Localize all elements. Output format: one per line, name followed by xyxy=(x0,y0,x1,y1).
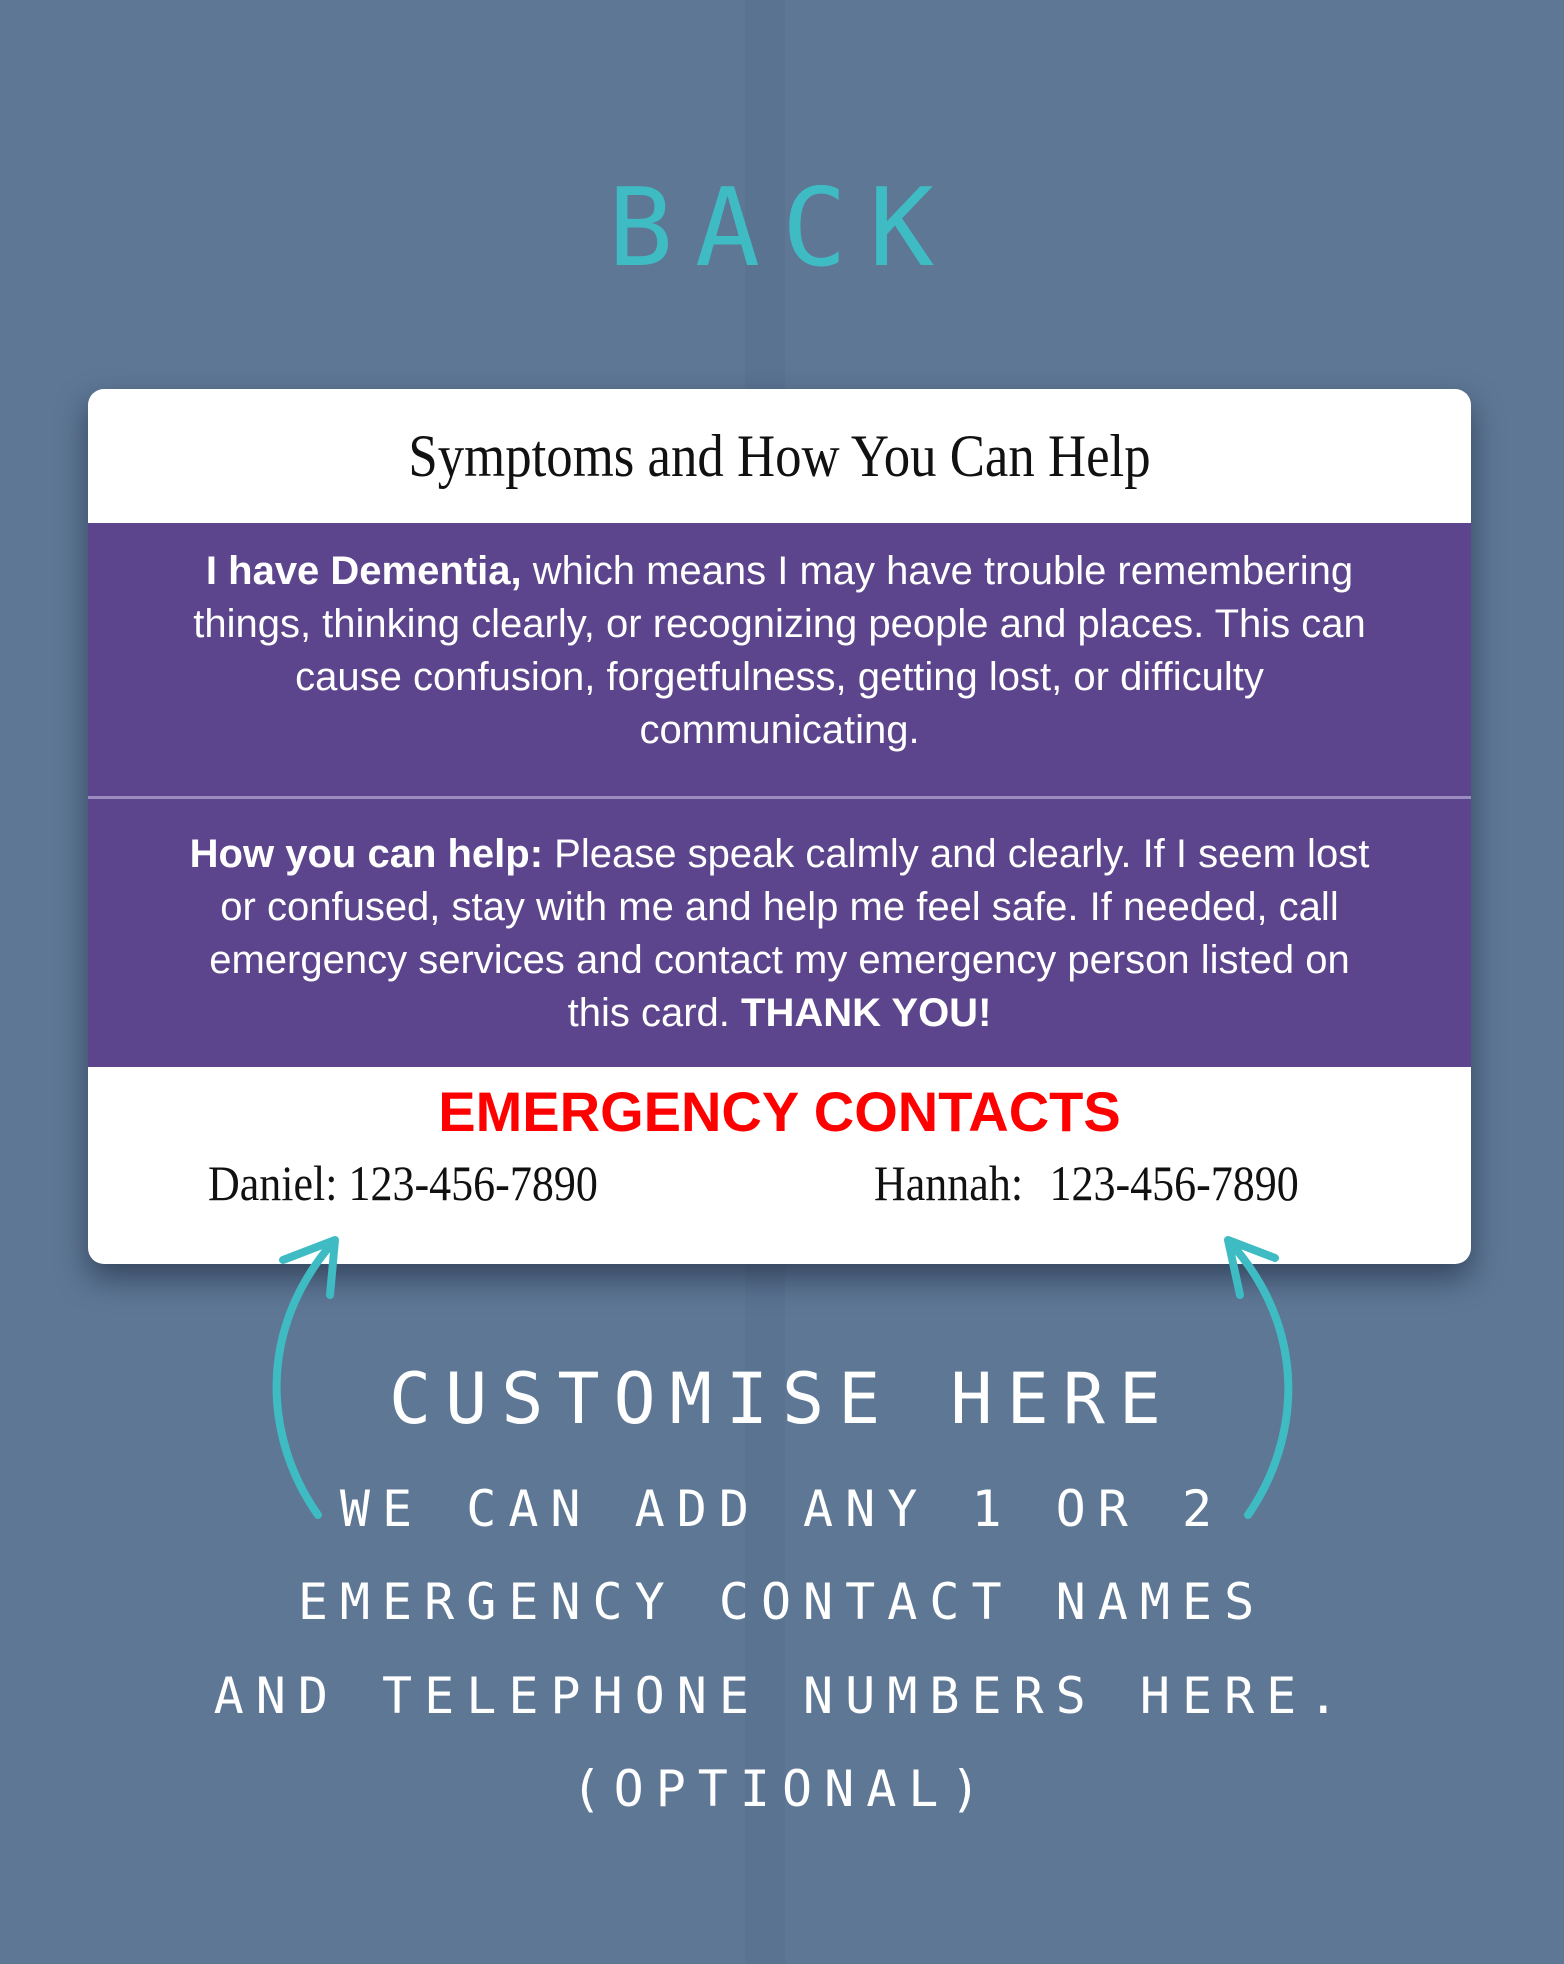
contact-name: Daniel: xyxy=(208,1155,338,1211)
page-heading: BACK xyxy=(607,166,957,291)
para1-bold: I have Dementia, xyxy=(205,549,522,593)
customise-heading: CUSTOMISE HERE xyxy=(388,1358,1175,1440)
thank-you: THANK YOU! xyxy=(741,991,992,1035)
para2-text: Please speak calmly and clearly. If I seem lost or confused, stay with me and help me feel safe. If needed, call emergency services and contact my emergency person listed on this card. xyxy=(209,832,1370,1035)
emergency-contacts-title: EMERGENCY CONTACTS xyxy=(438,1080,1121,1143)
para1-text: which means I may have trouble remembering things, thinking clearly, or recognizing people and places. This can cause confusion, forgetfulness, getting lost, or difficulty communicating. xyxy=(193,549,1366,752)
contact-name: Hannah: xyxy=(874,1155,1024,1211)
customise-note-line: (OPTIONAL) xyxy=(571,1760,993,1818)
customise-note-line: AND TELEPHONE NUMBERS HERE. xyxy=(213,1667,1351,1725)
contact-phone: 123-456-7890 xyxy=(348,1155,598,1211)
customise-note-line: WE CAN ADD ANY 1 OR 2 xyxy=(339,1480,1225,1538)
contact-phone: 123-456-7890 xyxy=(1049,1155,1299,1211)
para2-bold: How you can help: xyxy=(189,832,544,876)
customise-note-line: EMERGENCY CONTACT NAMES xyxy=(297,1573,1267,1631)
card-title: Symptoms and How You Can Help xyxy=(408,422,1151,489)
